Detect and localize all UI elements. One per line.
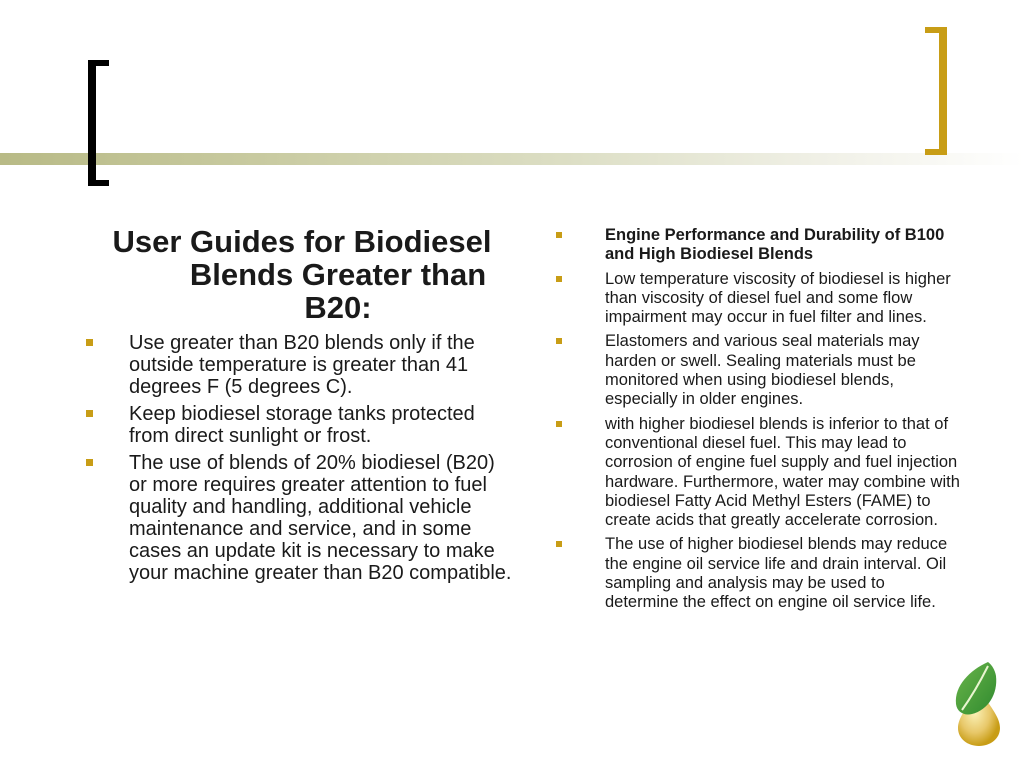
left-bullet-list (86, 332, 518, 584)
list-item (86, 452, 518, 584)
right-bullet-list (556, 226, 960, 613)
right-column (556, 226, 960, 618)
slide-title: User Guides for Biodiesel Blends Greater than B20: (112, 224, 492, 325)
bullet-icon (556, 541, 562, 547)
left-column (86, 225, 518, 589)
bullet-text: with higher biodiesel blends is inferior to that of conventional diesel fuel. This may lead to corrosion of engine fuel supply and fuel injection hardware. Furthermore, water may combine with biodiesel Fatty Acid Methyl Esters (FAME) to create acids that greatly accelerate corrosion. (605, 414, 960, 530)
bullet-heading-text: Engine Performance and Durability of B100 and High Biodiesel Blends (605, 226, 945, 264)
bullet-icon (556, 276, 562, 282)
bullet-icon (556, 421, 562, 427)
right-bracket-icon (925, 27, 947, 155)
list-item (556, 332, 960, 409)
bullet-text: The use of blends of 20% biodiesel (B20) or more requires greater attention to fuel quality and handling, additional vehicle maintenance and service, and in some cases an update kit is necessary to make your machine greater than B20 compatible. (129, 452, 512, 584)
list-item (556, 270, 960, 328)
list-item (86, 332, 518, 398)
list-item-heading (556, 226, 960, 265)
list-item (86, 403, 518, 447)
bullet-text: The use of higher biodiesel blends may reduce the engine oil service life and drain interval. Oil sampling and analysis may be used to determine the effect on engine oil service life. (605, 535, 948, 612)
bullet-text: Keep biodiesel storage tanks protected from direct sunlight or frost. (129, 403, 475, 447)
left-bracket-icon (88, 60, 109, 186)
header-band (0, 153, 1024, 165)
bullet-text: Low temperature viscosity of biodiesel is higher than viscosity of diesel fuel and some flow impairment may occur in fuel filter and lines. (605, 269, 951, 327)
bullet-text: Use greater than B20 blends only if the outside temperature is greater than 41 degrees F (5 degrees C). (129, 332, 475, 398)
leaf-droplet-icon (950, 660, 1008, 746)
bullet-icon (86, 459, 93, 466)
list-item (556, 415, 960, 531)
bullet-icon (556, 338, 562, 344)
bullet-icon (556, 232, 562, 238)
list-item (556, 535, 960, 612)
bullet-icon (86, 339, 93, 346)
bullet-text: Elastomers and various seal materials may harden or swell. Sealing materials must be monitored when using biodiesel blends, especially in older engines. (605, 332, 920, 409)
bullet-icon (86, 410, 93, 417)
